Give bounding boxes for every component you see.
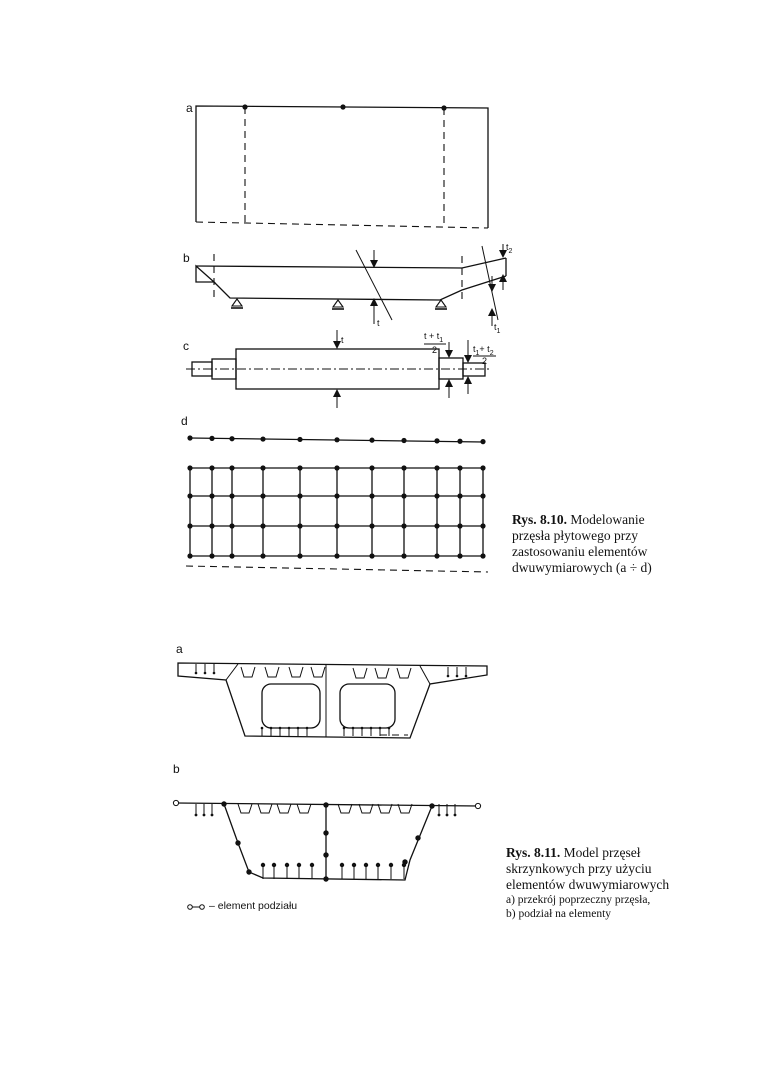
pin-head xyxy=(388,727,391,730)
deck-rib xyxy=(289,667,303,677)
mesh-node xyxy=(369,465,374,470)
node-dot xyxy=(242,104,247,109)
deck-rib xyxy=(277,804,291,813)
caption-line: przęsła płytowego przy xyxy=(512,528,638,543)
mesh-node xyxy=(434,553,439,558)
dim-t: t xyxy=(377,318,380,328)
bottom-pins-b xyxy=(261,863,406,879)
panel-label-d: d xyxy=(181,414,188,428)
pin-head xyxy=(446,814,449,817)
panel-label-b-8-11: b xyxy=(173,762,180,776)
pin-head xyxy=(364,863,368,867)
deck-rib xyxy=(353,668,367,678)
pin-head xyxy=(352,863,356,867)
mesh-node xyxy=(369,553,374,558)
pin-head xyxy=(456,675,459,678)
pin-head xyxy=(310,863,314,867)
panel-label-a-8-11: a xyxy=(176,642,183,656)
caption-number: Rys. 8.10. xyxy=(512,512,568,527)
caption-8-10 xyxy=(512,512,652,576)
mesh-node xyxy=(209,553,214,558)
mesh-node xyxy=(334,553,339,558)
beam-node xyxy=(334,437,339,442)
caption-line: zastosowaniu elementów xyxy=(512,544,648,559)
mesh-node xyxy=(260,493,265,498)
mesh-node xyxy=(480,465,485,470)
mesh-node xyxy=(297,465,302,470)
mesh-node xyxy=(457,523,462,528)
arrow-head xyxy=(464,355,472,363)
pin-head xyxy=(270,727,273,730)
mesh-node xyxy=(297,493,302,498)
beam-node xyxy=(480,439,485,444)
caption-line: Modelowanie xyxy=(570,512,645,527)
deck-top xyxy=(196,258,506,268)
pin-head xyxy=(203,814,206,817)
pin-head xyxy=(261,863,265,867)
deck-rib xyxy=(258,804,272,813)
element-node xyxy=(323,876,328,881)
pin-head xyxy=(204,672,207,675)
frac2-denominator: 2 xyxy=(482,356,488,366)
pin-head xyxy=(211,814,214,817)
mesh-node xyxy=(480,493,485,498)
caption-8-11 xyxy=(506,845,669,921)
deck-rib xyxy=(265,667,279,677)
dim-t1: $t_1$ xyxy=(494,322,501,335)
beam-step-right xyxy=(439,358,463,379)
mesh-node xyxy=(369,523,374,528)
mesh-bottom-dashed xyxy=(186,566,488,572)
node-dot xyxy=(441,105,446,110)
mesh-node xyxy=(434,465,439,470)
arrow-head xyxy=(488,284,496,292)
mesh-node xyxy=(334,465,339,470)
fig-8-11-panel-b xyxy=(173,762,481,882)
element-node xyxy=(323,852,328,857)
legend-symbol xyxy=(188,905,205,910)
mesh-node xyxy=(229,553,234,558)
mesh-node xyxy=(260,465,265,470)
mesh-node xyxy=(187,553,192,558)
beam-node xyxy=(369,438,374,443)
mesh-node xyxy=(187,465,192,470)
pin-head xyxy=(438,814,441,817)
pin-head xyxy=(352,727,355,730)
mesh-node xyxy=(480,523,485,528)
arrow-head xyxy=(445,379,453,387)
mesh-node xyxy=(480,553,485,558)
mesh-node xyxy=(334,523,339,528)
node-dot xyxy=(340,104,345,109)
panel-label-c: c xyxy=(183,339,189,353)
beam-node xyxy=(209,436,214,441)
box-cell-right xyxy=(340,684,395,728)
pin-head xyxy=(343,727,346,730)
box-cell-left xyxy=(262,684,320,728)
pin-head xyxy=(279,727,282,730)
mesh-node xyxy=(457,493,462,498)
pin-head xyxy=(361,727,364,730)
haunch-left xyxy=(226,664,238,680)
caption-line: elementów dwuwymiarowych xyxy=(506,877,670,892)
mesh-node xyxy=(457,465,462,470)
mesh-node xyxy=(401,553,406,558)
arrow-head xyxy=(488,308,496,316)
mesh-node xyxy=(457,553,462,558)
beam-node xyxy=(297,437,302,442)
pin-head xyxy=(195,672,198,675)
pin-head xyxy=(213,672,216,675)
cantilever-left xyxy=(196,266,214,282)
dim-t2: $t_2$ xyxy=(506,242,513,255)
support-icon xyxy=(231,299,243,308)
mesh-node xyxy=(229,465,234,470)
caption-line: dwuwymiarowych (a ÷ d) xyxy=(512,560,652,575)
mesh-node xyxy=(401,523,406,528)
deck-rib xyxy=(375,668,389,678)
pin-head xyxy=(306,727,309,730)
support-icon xyxy=(332,300,344,309)
deck-rib xyxy=(238,804,252,813)
mesh-node xyxy=(434,523,439,528)
legend-text xyxy=(209,900,297,912)
element-node xyxy=(415,835,420,840)
deck-rib xyxy=(297,804,311,813)
deck-rib xyxy=(241,667,255,677)
frac1-numerator: $t + t_1$ xyxy=(424,331,444,344)
arrow-head xyxy=(445,350,453,358)
mesh-node xyxy=(297,523,302,528)
pin-head xyxy=(195,814,198,817)
panel-label-b: b xyxy=(183,251,190,265)
frac1-denominator: 2 xyxy=(432,345,438,355)
element-node xyxy=(235,840,240,845)
fig-8-10-panel-b xyxy=(183,242,513,335)
pin-head xyxy=(376,863,380,867)
dim-t-c: t xyxy=(341,335,344,345)
fig-8-10-panel-d xyxy=(181,414,488,572)
mesh-node xyxy=(401,465,406,470)
pin-head xyxy=(379,727,382,730)
deck-rib xyxy=(397,668,411,678)
mesh-node xyxy=(229,523,234,528)
mesh-node xyxy=(260,553,265,558)
arrow-head xyxy=(333,389,341,397)
pin-head xyxy=(261,727,264,730)
arrow-head xyxy=(333,341,341,349)
beam-nodes xyxy=(187,435,485,444)
pin-head xyxy=(272,863,276,867)
end-node-open xyxy=(173,800,178,805)
pin-head xyxy=(297,863,301,867)
caption-number: Rys. 8.11. xyxy=(506,845,561,860)
mesh-grid xyxy=(187,465,485,558)
caption-line: b) podział na elementy xyxy=(506,908,612,920)
pin-head xyxy=(454,814,457,817)
beam-node xyxy=(187,435,192,440)
panel-label-a: a xyxy=(186,101,193,115)
element-node xyxy=(246,869,251,874)
mesh-node xyxy=(229,493,234,498)
box-girder-outline xyxy=(178,663,487,738)
fig-8-10-panel-a xyxy=(186,101,488,228)
pin-head xyxy=(465,675,468,678)
mesh-node xyxy=(187,523,192,528)
mesh-node xyxy=(401,493,406,498)
element-node xyxy=(221,801,226,806)
beam-node xyxy=(401,438,406,443)
pin-head xyxy=(285,863,289,867)
end-node-open xyxy=(475,803,480,808)
pin-head xyxy=(340,863,344,867)
mesh-node xyxy=(297,553,302,558)
arrow-head xyxy=(464,376,472,384)
mesh-node xyxy=(209,465,214,470)
fig-8-10-panel-c xyxy=(183,330,496,408)
caption-line: a) przekrój poprzeczny przęsła, xyxy=(506,894,651,906)
legend-label: – element podziału xyxy=(209,900,298,912)
pin-head xyxy=(370,727,373,730)
fig-8-11-panel-a xyxy=(176,642,487,738)
pin-head xyxy=(297,727,300,730)
mesh-node xyxy=(434,493,439,498)
pin-head xyxy=(402,863,406,867)
deck-rib xyxy=(311,667,325,677)
element-node xyxy=(429,803,434,808)
beam-node xyxy=(229,436,234,441)
box-outline-b xyxy=(224,804,432,880)
beam-node xyxy=(434,438,439,443)
element-node xyxy=(323,802,328,807)
frac2-numerator: $t_1+ t_2$ xyxy=(473,344,494,357)
element-node xyxy=(323,830,328,835)
pin-head xyxy=(288,727,291,730)
pin-head xyxy=(447,675,450,678)
mesh-node xyxy=(334,493,339,498)
caption-line: Model przęseł xyxy=(563,845,641,860)
mesh-node xyxy=(369,493,374,498)
mesh-node xyxy=(209,493,214,498)
haunch-right xyxy=(420,666,430,684)
mesh-node xyxy=(209,523,214,528)
beam-node xyxy=(260,436,265,441)
caption-line: skrzynkowych przy użyciu xyxy=(506,861,652,876)
beam-node xyxy=(457,439,462,444)
mesh-node xyxy=(260,523,265,528)
support-icon xyxy=(435,300,447,309)
mesh-node xyxy=(187,493,192,498)
pin-head xyxy=(389,863,393,867)
